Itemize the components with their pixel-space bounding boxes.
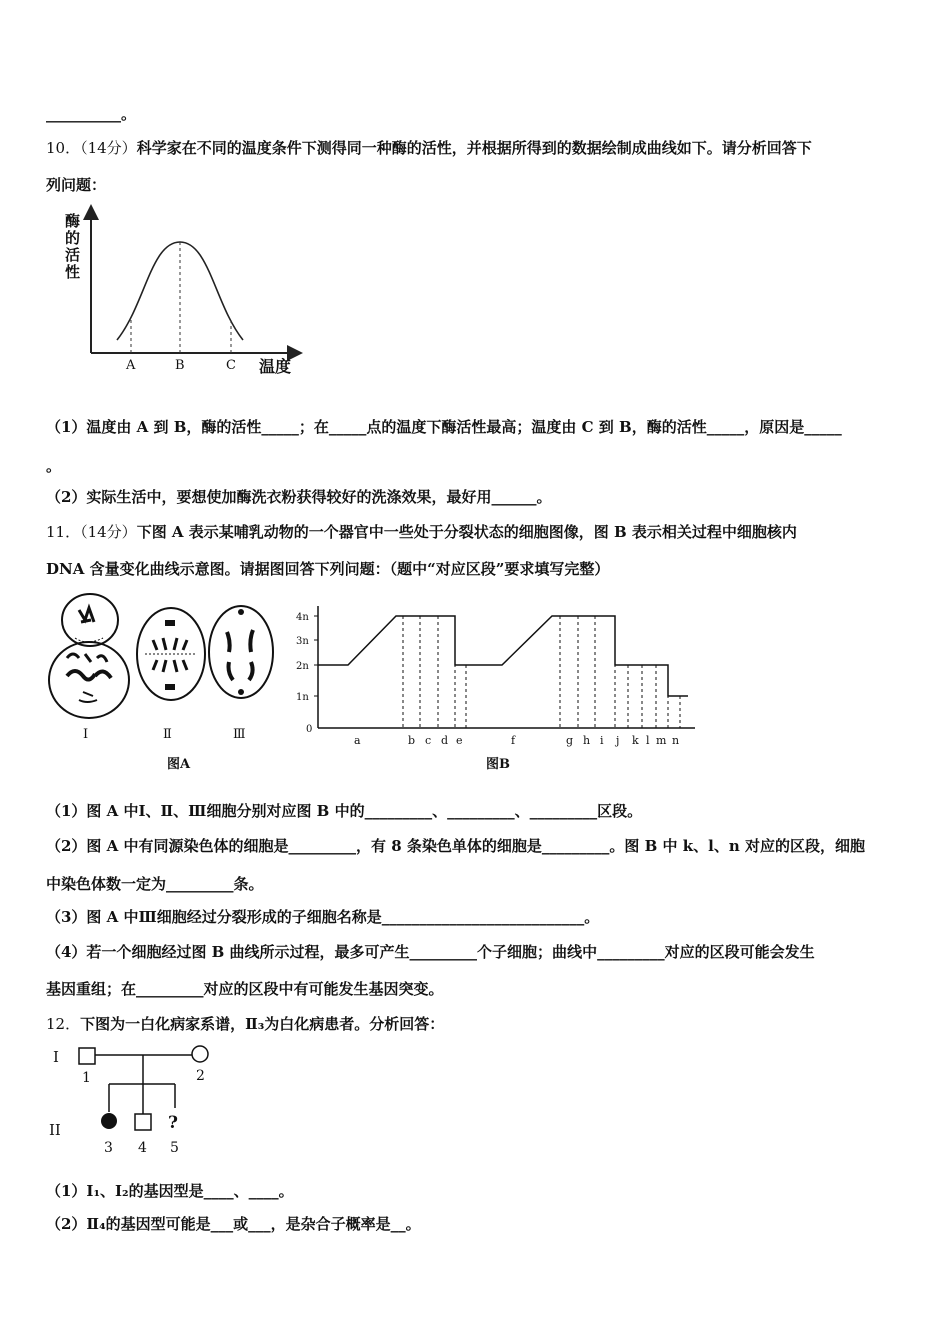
cell-ii-illustration bbox=[137, 608, 205, 700]
q10-sub1-line2: 。 bbox=[46, 457, 62, 475]
albinism-pedigree bbox=[45, 1040, 245, 1160]
y-axis-label-char-4: 性 bbox=[65, 263, 81, 281]
figb-xlabel-k: k bbox=[632, 734, 639, 747]
q10-score: （14分） bbox=[80, 139, 137, 157]
individual-label-1: 1 bbox=[82, 1070, 91, 1086]
q11-sub2-line1: （2）图 A 中有同源染色体的细胞是_________，有 8 条染色单体的细胞是_________。图 B 中 k、l、n 对应的区段，细胞 bbox=[46, 837, 865, 855]
figure-b-caption: 图B bbox=[486, 757, 510, 772]
figb-xlabel-d: d bbox=[441, 734, 449, 747]
q12-sub2: （2）Ⅱ₄的基因型可能是___或___，是杂合子概率是__。 bbox=[46, 1215, 421, 1233]
cell-label-i: Ⅰ bbox=[83, 727, 89, 742]
y-axis-label-char-3: 活 bbox=[65, 246, 81, 264]
cell-label-ii: Ⅱ bbox=[163, 727, 172, 742]
figb-ytick-3n: 3n bbox=[296, 636, 309, 647]
y-axis-label-char-1: 酶 bbox=[65, 212, 81, 230]
figb-xlabel-j: j bbox=[616, 734, 620, 747]
individual-label-3: 3 bbox=[104, 1140, 113, 1156]
figb-xlabel-f: f bbox=[511, 734, 516, 747]
individual-label-2: 2 bbox=[196, 1068, 205, 1084]
q12-stem-text: 下图为一白化病家系谱，Ⅱ₃为白化病患者。分析回答： bbox=[80, 1015, 445, 1033]
figure-a-cells bbox=[45, 588, 285, 778]
figb-xlabel-m: m bbox=[656, 734, 667, 747]
cell-iii-illustration bbox=[209, 606, 273, 698]
x-axis-label: 温度 bbox=[259, 357, 292, 376]
figb-xlabel-a: a bbox=[354, 734, 361, 747]
figb-xlabel-n: n bbox=[672, 734, 680, 747]
point-label-b: B bbox=[175, 358, 185, 373]
q11-sub1: （1）图 A 中Ⅰ、Ⅱ、Ⅲ细胞分别对应图 B 中的_________、_________、_________区段。 bbox=[46, 802, 643, 820]
figb-ytick-1n: 1n bbox=[296, 692, 309, 703]
figb-ytick-0: 0 bbox=[306, 724, 313, 735]
point-label-c: C bbox=[226, 358, 236, 373]
dna-curve bbox=[318, 616, 688, 696]
q10-sub1-line1: （1）温度由 A 到 B，酶的活性_____；在_____点的温度下酶活性最高；温度由 C 到 B，酶的活性_____，原因是_____ bbox=[46, 418, 842, 436]
individual-label-4: 4 bbox=[138, 1140, 147, 1156]
individual-ii4-male bbox=[135, 1114, 151, 1130]
q12-number: 12． bbox=[46, 1015, 81, 1033]
q11-score: （14分） bbox=[80, 523, 137, 541]
q10-sub2: （2）实际生活中，要想使加酶洗衣粉获得较好的洗涤效果，最好用______。 bbox=[46, 488, 552, 506]
figb-xlabel-b: b bbox=[408, 734, 416, 747]
q11-sub4-line1: （4）若一个细胞经过图 B 曲线所示过程，最多可产生_________个子细胞；曲线中_________对应的区段可能会发生 bbox=[46, 943, 815, 961]
q11-sub3: （3）图 A 中Ⅲ细胞经过分裂形成的子细胞名称是___________________________。 bbox=[46, 908, 600, 926]
q10-number: 10． bbox=[46, 139, 81, 157]
figb-xlabel-g: g bbox=[566, 734, 574, 747]
q12-stem-line bbox=[46, 1013, 444, 1034]
q11-stem-line2: DNA 含量变化曲线示意图。请据图回答下列问题：（题中“对应区段”要求填写完整） bbox=[46, 560, 610, 578]
individual-i2-female bbox=[192, 1046, 208, 1062]
cell-label-iii: Ⅲ bbox=[233, 727, 246, 742]
q10-stem-line2: 列问题： bbox=[46, 176, 107, 194]
figb-xlabel-h: h bbox=[583, 734, 591, 747]
q11-sub2-line2: 中染色体数一定为_________条。 bbox=[46, 875, 264, 893]
q12-sub1: （1）Ⅰ₁、Ⅰ₂的基因型是____、____。 bbox=[46, 1182, 294, 1200]
dna-segment-guides bbox=[403, 616, 680, 728]
figure-a-caption: 图A bbox=[167, 757, 191, 772]
q11-sub4-line2: 基因重组；在_________对应的区段中有可能发生基因突变。 bbox=[46, 980, 444, 998]
cell-i-illustration bbox=[49, 594, 129, 718]
figure-b-dna-chart bbox=[290, 598, 700, 778]
enzyme-activity-chart bbox=[55, 200, 315, 380]
figb-xlabel-e: e bbox=[456, 734, 463, 747]
point-label-a: A bbox=[126, 358, 136, 373]
generation-label-i: I bbox=[53, 1048, 59, 1066]
individual-ii5-unknown: ? bbox=[168, 1113, 178, 1133]
individual-ii3-affected-female bbox=[101, 1113, 117, 1129]
figb-xlabel-c: c bbox=[425, 734, 432, 747]
top-answer-blank: __________。 bbox=[46, 105, 137, 123]
q11-stem-text: 下图 A 表示某哺乳动物的一个器官中一些处于分裂状态的细胞图像，图 B 表示相关过程中细胞核内 bbox=[136, 523, 797, 541]
q11-stem-line1 bbox=[46, 521, 797, 542]
generation-label-ii: II bbox=[49, 1121, 61, 1139]
q10-stem-text: 科学家在不同的温度条件下测得同一种酶的活性，并根据所得到的数据绘制成曲线如下。请分析回答下 bbox=[136, 139, 812, 157]
individual-label-5: 5 bbox=[170, 1140, 179, 1156]
figb-ytick-4n: 4n bbox=[296, 612, 309, 623]
y-axis-label-char-2: 的 bbox=[65, 229, 81, 247]
figb-xlabel-l: l bbox=[646, 734, 650, 747]
figb-ytick-2n: 2n bbox=[296, 661, 309, 672]
figb-xlabel-i: i bbox=[600, 734, 604, 747]
q10-stem-line1 bbox=[46, 137, 812, 158]
q11-number: 11． bbox=[46, 523, 81, 541]
individual-i1-male bbox=[79, 1048, 95, 1064]
